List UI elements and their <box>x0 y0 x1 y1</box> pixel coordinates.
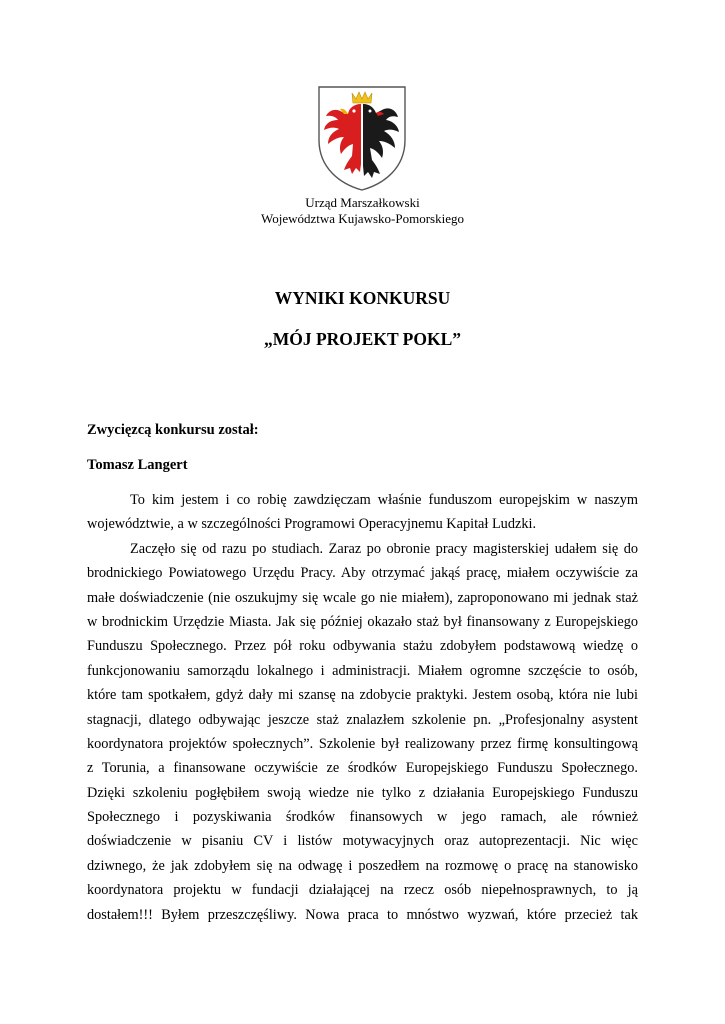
body-line: Funduszu Społecznego. Przez pół roku odbywania stażu zdobyłem podstawową wiedzę o <box>87 638 638 655</box>
org-name-line2: Województwa Kujawsko-Pomorskiego <box>261 211 464 226</box>
winner-name: Tomasz Langert <box>87 457 188 473</box>
body-line: koordynatora projektów społecznych”. Szkolenie był realizowany przez firmę konsultingową <box>87 735 638 752</box>
body-line: Dzięki szkoleniu pogłębiłem swoją wiedze nie tylko z działania Europejskiego Funduszu <box>87 784 638 801</box>
body-line: małe doświadczenie (nie oszukujmy się wcale go nie miałem), zaproponowano mi jednak staż <box>87 589 638 606</box>
coat-of-arms-icon <box>316 84 408 192</box>
body-line: brodnickiego Powiatowego Urzędu Pracy. Aby otrzymać jakąś pracę, miałem oczywiście za <box>87 565 638 582</box>
body-line: z Torunia, a finansowane oczywiście ze środków Europejskiego Funduszu Społecznego. <box>87 760 638 777</box>
body-line: funkcjonowaniu samorządu lokalnego i administracji. Miałem ogromne szczęście to osób, <box>87 662 638 679</box>
body-line: województwie, a w szczególności Programowi Operacyjnemu Kapitał Ludzki. <box>87 516 537 533</box>
body-line: Społecznego i pozyskiwania środków finansowych w jego ramach, ale również <box>87 809 638 826</box>
document-subtitle: „MÓJ PROJEKT POKL” <box>263 329 462 349</box>
body-line: w brodnickim Urzędzie Miasta. Jak się później okazało staż był finansowany z Europejskiego <box>87 613 638 630</box>
body-line: dziwnego, że jak zdobyłem się na odwagę i poszedłem na rozmowę o pracę na stanowisko <box>87 857 638 874</box>
body-text <box>87 488 638 927</box>
document-title: WYNIKI KONKURSU <box>274 288 451 308</box>
body-line: dostałem!!! Byłem przeszczęśliwy. Nowa praca to mnóstwo wyzwań, które przecież tak <box>87 906 638 923</box>
body-line: które tam spotkałem, gdyż dały mi szansę na zdobycie praktyki. Jestem osobą, która nie lubi <box>87 687 638 704</box>
body-line: To kim jestem i co robię zawdzięczam właśnie funduszom europejskim w naszym <box>130 492 638 508</box>
body-line: Zaczęło się od razu po studiach. Zaraz po obronie pracy magisterskiej udałem się do <box>130 540 638 557</box>
body-line: koordynatora projektu w fundacji działającej na rzecz osób niepełnosprawnych, to ją <box>87 882 638 899</box>
body-line: doświadczenie w pisaniu CV i listów motywacyjnych oraz autoprezentacji. Nic więc <box>87 833 638 850</box>
body-line: stagnacji, dlatego odbywając jeszcze staż znalazłem szkolenie pn. „Profesjonalny asystent <box>87 711 638 728</box>
org-name-line1: Urząd Marszałkowski <box>305 195 420 210</box>
winner-heading: Zwycięzcą konkursu został: <box>87 422 259 438</box>
